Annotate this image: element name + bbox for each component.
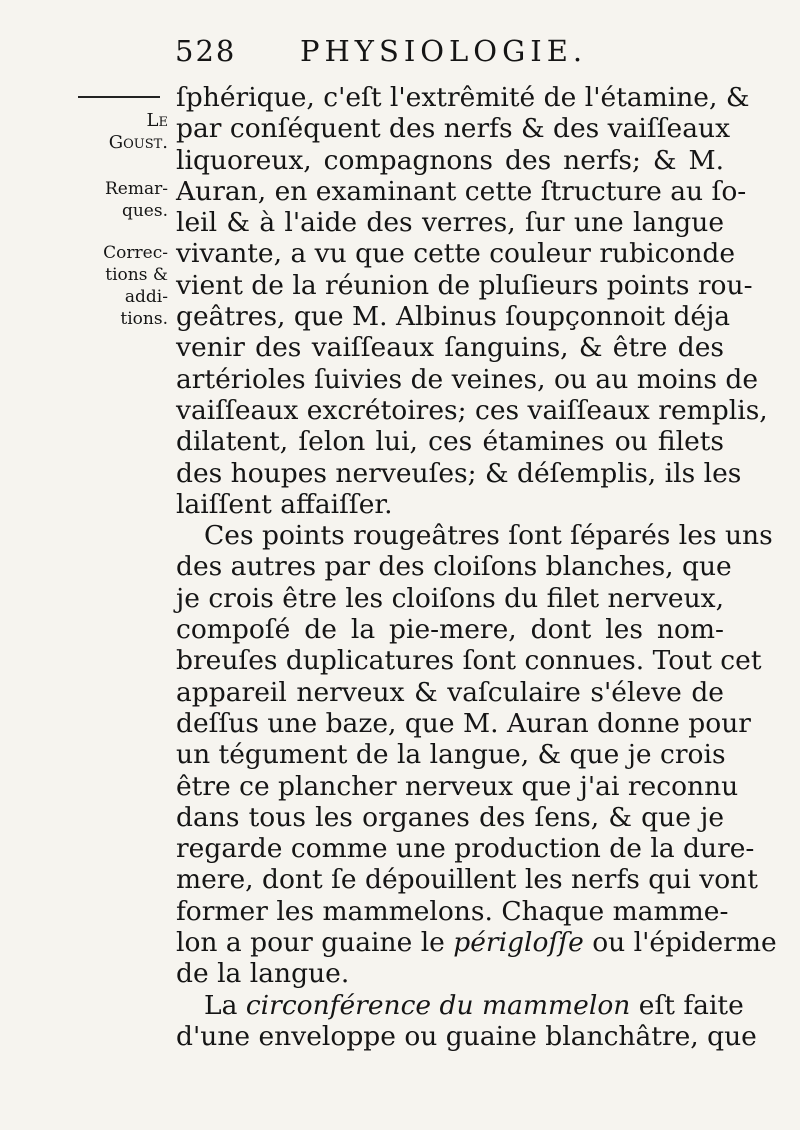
margin-note-line: addi- xyxy=(124,287,168,307)
text-line: leil & à l'aide des verres, ſur une langue xyxy=(176,207,724,239)
text-line: deſſus une baze, que M. Auran donne pour xyxy=(176,707,751,739)
margin-notes xyxy=(70,110,168,344)
text-line: par conſéquent des nerfs & des vaiſſeaux xyxy=(176,113,731,145)
text-line: Ces points rougeâtres ſont ſéparés les uns xyxy=(204,520,773,552)
margin-note-line: Goust. xyxy=(108,132,168,153)
body-text xyxy=(176,82,777,1052)
text-line: être ce plancher nerveux que j'ai reconnu xyxy=(176,770,739,802)
text-line: des autres par des cloiſons blanches, que xyxy=(176,551,732,583)
text-line: de la langue. xyxy=(176,958,350,990)
margin-note-line: Remar- xyxy=(105,179,168,199)
text-line: dilatent, ſelon lui, ces étamines ou filets xyxy=(176,426,724,458)
margin-note-le-goust xyxy=(70,110,168,154)
text-span: lon a pour guaine le xyxy=(176,927,454,959)
text-line: mere, dont ſe dépouillent les nerfs qui vont xyxy=(176,864,758,896)
running-title: PHYSIOLOGIE. xyxy=(300,34,588,68)
text-line: artérioles ſuivies de veines, ou au moins de xyxy=(176,363,759,395)
text-line: liquoreux, compagnons des nerfs; & M. xyxy=(176,144,724,176)
text-line: former les mammelons. Chaque mamme- xyxy=(176,895,729,927)
margin-note-line: tions. xyxy=(120,309,168,329)
italic-term: périgloſſe xyxy=(453,927,584,959)
text-line: un tégument de la langue, & que je crois xyxy=(176,739,726,771)
text-line: vient de la réunion de pluſieurs points rou- xyxy=(176,269,753,301)
margin-note-line: ques. xyxy=(121,201,168,221)
text-line: breuſes duplicatures ſont connues. Tout cet xyxy=(176,645,762,677)
text-line: venir des vaiſſeaux ſanguins, & être des xyxy=(176,332,724,364)
page-number: 528 xyxy=(175,34,237,68)
text-line xyxy=(176,927,777,959)
margin-note-corrections xyxy=(70,242,168,330)
text-line: appareil nerveux & vaſculaire s'éleve de xyxy=(176,676,724,708)
text-line: laiſſent affaiſſer. xyxy=(176,488,393,520)
text-line: compoſé de la pie-mere, dont les nom- xyxy=(176,614,724,646)
text-line: geâtres, que M. Albinus ſoupçonnoit déja xyxy=(176,301,731,333)
text-line: d'une enveloppe ou guaine blanchâtre, que xyxy=(176,1020,757,1052)
header-rule xyxy=(78,96,160,98)
text-line: vivante, a vu que cette couleur rubiconde xyxy=(176,238,736,270)
text-span: La xyxy=(204,989,246,1021)
margin-note-line: Le xyxy=(146,110,168,131)
text-line: ſphérique, c'eſt l'extrêmité de l'étamine, & xyxy=(176,82,750,113)
margin-note-line: Correc- xyxy=(103,243,168,263)
text-line: vaiſſeaux excrétoires; ces vaiſſeaux remplis, xyxy=(176,394,768,426)
text-span: ou l'épiderme xyxy=(583,927,777,959)
text-line xyxy=(176,989,744,1021)
italic-term: circonférence du mammelon xyxy=(245,989,631,1021)
margin-note-line: tions & xyxy=(105,265,168,285)
margin-note-remarques xyxy=(70,178,168,222)
text-line: je crois être les cloiſons du filet nerveux, xyxy=(176,582,725,614)
text-line: Auran, en examinant cette ſtructure au ſo- xyxy=(176,175,747,207)
text-line: dans tous les organes des ſens, & que je xyxy=(176,801,724,833)
text-line: regarde comme une production de la dure- xyxy=(176,833,755,865)
text-line: des houpes nerveuſes; & déſemplis, ils les xyxy=(176,457,742,489)
page-header xyxy=(175,34,735,74)
text-span: eſt faite xyxy=(630,989,744,1021)
